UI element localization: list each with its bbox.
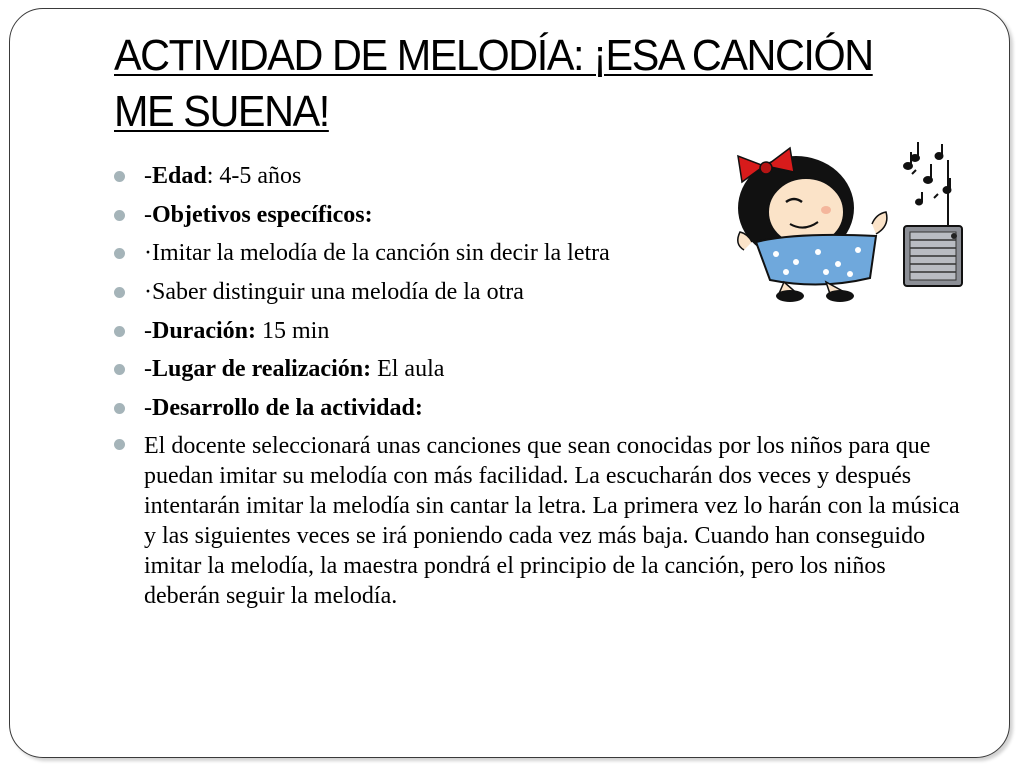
item-label: Desarrollo de la actividad: bbox=[152, 395, 423, 422]
radio-icon bbox=[904, 160, 962, 286]
item-prefix: - bbox=[144, 201, 152, 228]
item-label: Objetivos específicos: bbox=[152, 201, 373, 228]
bullet-dot-icon bbox=[114, 439, 125, 450]
bullet-item-description bbox=[112, 431, 972, 611]
music-notes-icon bbox=[904, 142, 951, 205]
bullet-item-duracion bbox=[112, 317, 972, 345]
item-prefix: - bbox=[144, 356, 152, 383]
item-label: Lugar de realización: bbox=[152, 356, 372, 383]
bullet-item-desarrollo bbox=[112, 394, 972, 422]
item-prefix: - bbox=[144, 163, 152, 189]
bullet-item-lugar bbox=[112, 355, 972, 383]
bullet-dot-icon bbox=[114, 326, 125, 337]
item-prefix: - bbox=[144, 317, 152, 344]
slide-title: ACTIVIDAD DE MELODÍA: ¡ESA CANCIÓN ME SUENA! bbox=[114, 31, 873, 136]
item-prefix: - bbox=[144, 395, 152, 422]
item-text: ·Imitar la melodía de la canción sin decir la letra bbox=[144, 240, 610, 267]
item-value: 15 min bbox=[256, 317, 330, 344]
bullet-dot-icon bbox=[114, 210, 125, 221]
item-text: ·Saber distinguir una melodía de la otra bbox=[144, 279, 524, 306]
girl-figure-icon bbox=[738, 148, 887, 302]
bullet-dot-icon bbox=[114, 364, 125, 375]
bullet-dot-icon bbox=[114, 403, 125, 414]
bullet-dot-icon bbox=[114, 171, 125, 182]
item-value: : 4-5 años bbox=[206, 163, 302, 189]
bullet-dot-icon bbox=[114, 248, 125, 259]
description-text: El docente seleccionará unas canciones que sean conocidas por los niños para que puedan imitar su melodía con más facilidad. La escucharán dos veces y después intentarán imitar la melodía sin cantar la letra. La primera vez lo harán con la música y las siguientes veces se irá poniendo cada vez más baja. Cuando han conseguido imitar la melodía, la maestra pondrá el principio de la canción, pero los niños deberán seguir la melodía. bbox=[144, 432, 960, 609]
item-label: Edad bbox=[152, 163, 207, 189]
mafalda-radio-illustration bbox=[726, 138, 974, 303]
bullet-dot-icon bbox=[114, 287, 125, 298]
item-value: El aula bbox=[371, 356, 445, 383]
item-label: Duración: bbox=[152, 317, 256, 344]
